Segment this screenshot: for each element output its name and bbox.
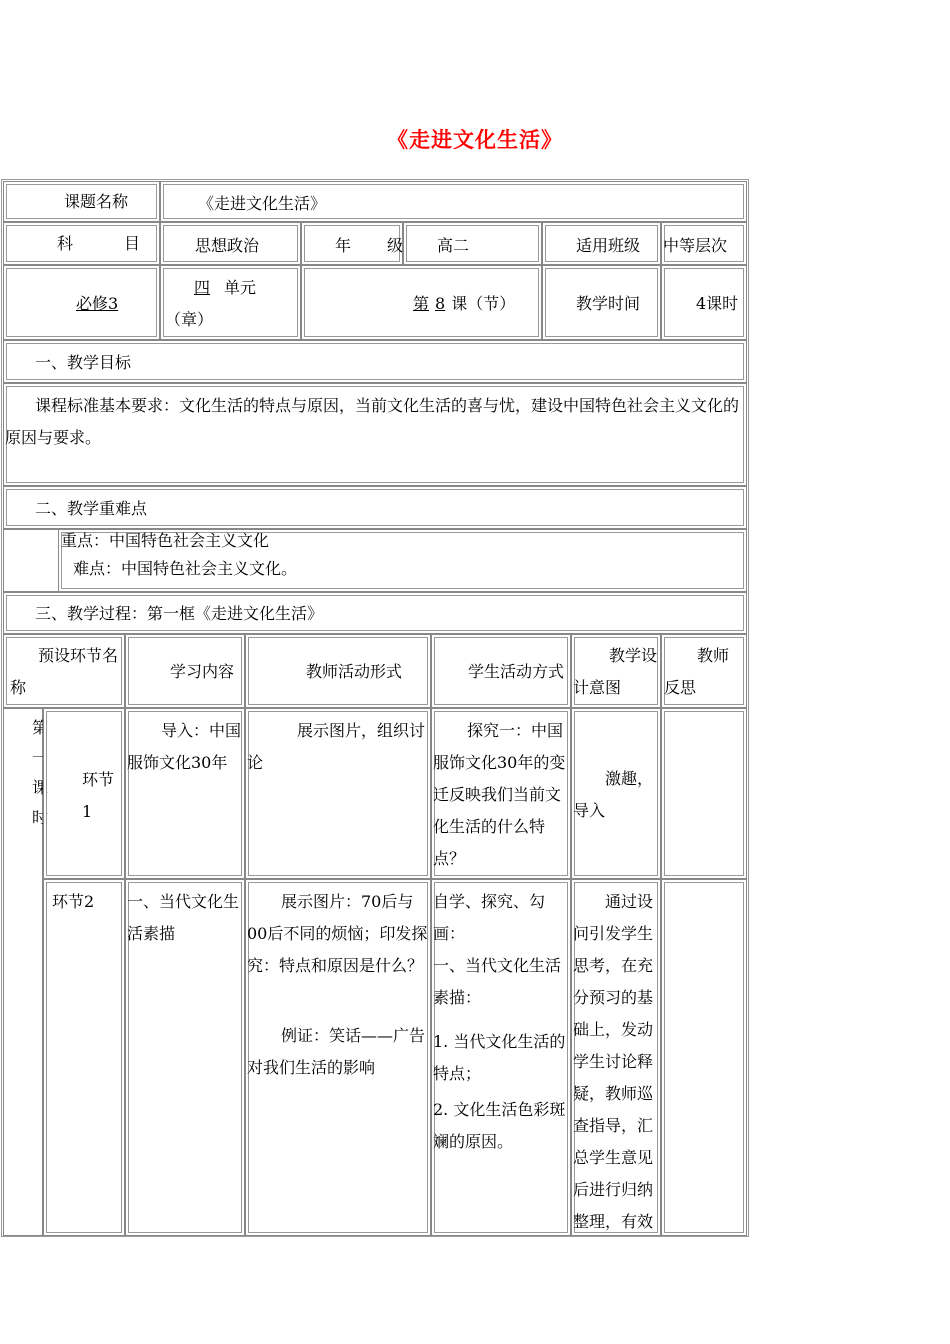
- subject-label-1: 科: [57, 234, 74, 253]
- step2-teacher-example: 例证：笑话——广告对我们生活的影响: [247, 1026, 426, 1077]
- lesson-cell: [301, 265, 542, 340]
- step1-student-cell: [431, 708, 571, 879]
- unit-sub: （章）: [165, 310, 214, 329]
- lesson-line: [385, 294, 515, 314]
- topic-value-cell: [160, 181, 747, 222]
- header-intent: 教学设计意图: [573, 646, 658, 697]
- keypoints-body-cell: [58, 529, 747, 592]
- step2-student-topic: 一、当代文化生活素描：: [433, 956, 562, 1007]
- class-label: 适用班级: [576, 236, 641, 255]
- grade-label-1: 年: [335, 236, 352, 255]
- step2-label-cell: [43, 879, 125, 1236]
- step1-intent-cell: [571, 708, 661, 879]
- subject-value: 思想政治: [195, 236, 260, 255]
- keypoints-heading-cell: [3, 486, 747, 529]
- subject-value-cell: [160, 222, 301, 265]
- keypoints-heading: 二、教学重难点: [35, 499, 148, 518]
- goals-heading: 一、教学目标: [35, 353, 132, 372]
- step2-intent: 通过设问引发学生思考，在充分预习的基础上，发动学生讨论释疑，教师巡查指导，汇总学生意见后进行归纳整理，有效: [573, 892, 654, 1231]
- step1-teacher-cell: [245, 708, 431, 879]
- step1-intent: 激趣，导入: [573, 769, 654, 820]
- time-value-cell: [661, 265, 747, 340]
- topic-value: 《走进文化生活》: [198, 194, 327, 213]
- step2-content-cell: [125, 879, 245, 1236]
- topic-label-cell: [3, 181, 160, 222]
- key-point: 重点：中国特色社会主义文化: [61, 531, 270, 550]
- book-number: 必修3: [76, 294, 119, 313]
- difficult-point: 难点：中国特色社会主义文化。: [73, 559, 298, 578]
- step1-content-cell: [125, 708, 245, 879]
- header-step-cell: [3, 634, 125, 708]
- header-teacher: 教师活动形式: [306, 662, 403, 681]
- step2-student-point-2: 2. 文化生活色彩斑斓的原因。: [433, 1100, 566, 1151]
- goals-body-cell: [3, 383, 747, 486]
- class-label-cell: [542, 222, 661, 265]
- book-value: [76, 294, 150, 314]
- step1-reflection-cell: [661, 708, 747, 879]
- step2-label: 环节2: [52, 892, 95, 911]
- subject-label-cell: [3, 222, 160, 265]
- class-session-label: 第一课时: [32, 718, 49, 827]
- step2-teacher: 展示图片：70后与00后不同的烦恼；印发探究：特点和原因是什么？: [247, 892, 428, 975]
- header-content-cell: [125, 634, 245, 708]
- class-session-cell: [3, 708, 49, 1236]
- unit-label: 单元: [224, 278, 257, 297]
- book-cell: [3, 265, 160, 340]
- grade-label-2: 级: [387, 236, 404, 255]
- step1-content: 导入：中国服饰文化30年: [127, 721, 242, 772]
- unit-line: [162, 278, 256, 298]
- header-step: 预设环节名称: [10, 646, 119, 697]
- header-teacher-cell: [245, 634, 431, 708]
- header-reflection-cell: [661, 634, 747, 708]
- keypoints-left-gutter: [3, 529, 58, 592]
- time-label-cell: [542, 265, 661, 340]
- process-heading-cell: [3, 592, 747, 634]
- lesson-prefix: 第: [413, 294, 430, 313]
- subject-label-2: 目: [124, 234, 141, 253]
- step2-reflection-cell: [661, 879, 747, 1236]
- header-student: 学生活动方式: [468, 662, 565, 681]
- unit-cell: [160, 265, 301, 340]
- process-heading: 三、教学过程：第一框《走进文化生活》: [35, 604, 324, 623]
- lesson-blank: [385, 294, 451, 313]
- topic-label: 课题名称: [64, 192, 129, 211]
- goals-heading-cell: [3, 340, 747, 383]
- step2-content: 一、当代文化生活素描: [127, 892, 240, 943]
- time-value: 4课时: [696, 294, 739, 313]
- time-label: 教学时间: [576, 294, 641, 313]
- step1-student: 探究一：中国服饰文化30年的变迁反映我们当前文化生活的什么特点？: [433, 721, 566, 868]
- grade-label-cell: [301, 222, 403, 265]
- goals-text: 课程标准基本要求：文化生活的特点与原因，当前文化生活的喜与忧，建设中国特色社会主义文化的原因与要求。: [5, 396, 740, 447]
- step1-label: 环节1: [82, 770, 115, 821]
- class-value-cell: [661, 222, 747, 265]
- lesson-suffix: 课（节）: [451, 294, 516, 313]
- step2-student-point-1: 1. 当代文化生活的特点；: [433, 1032, 566, 1083]
- step2-teacher-cell: [245, 879, 431, 1236]
- step2-student-cell: [431, 879, 571, 1236]
- step1-label-cell: [43, 708, 125, 879]
- header-reflection: 教师反思: [664, 646, 730, 697]
- class-value: 中等层次: [663, 236, 728, 255]
- grade-value: 高二: [437, 236, 470, 255]
- unit-number: 四: [194, 278, 211, 297]
- lesson-number: 8: [435, 294, 446, 313]
- header-student-cell: [431, 634, 571, 708]
- step2-intent-cell: [571, 879, 661, 1236]
- step2-student-intro: 自学、探究、勾画：: [433, 892, 546, 943]
- step1-teacher: 展示图片，组织讨论: [247, 721, 426, 772]
- grade-value-cell: [403, 222, 542, 265]
- document-title: 《走进文化生活》: [387, 127, 563, 152]
- header-content: 学习内容: [170, 662, 235, 681]
- header-intent-cell: [571, 634, 661, 708]
